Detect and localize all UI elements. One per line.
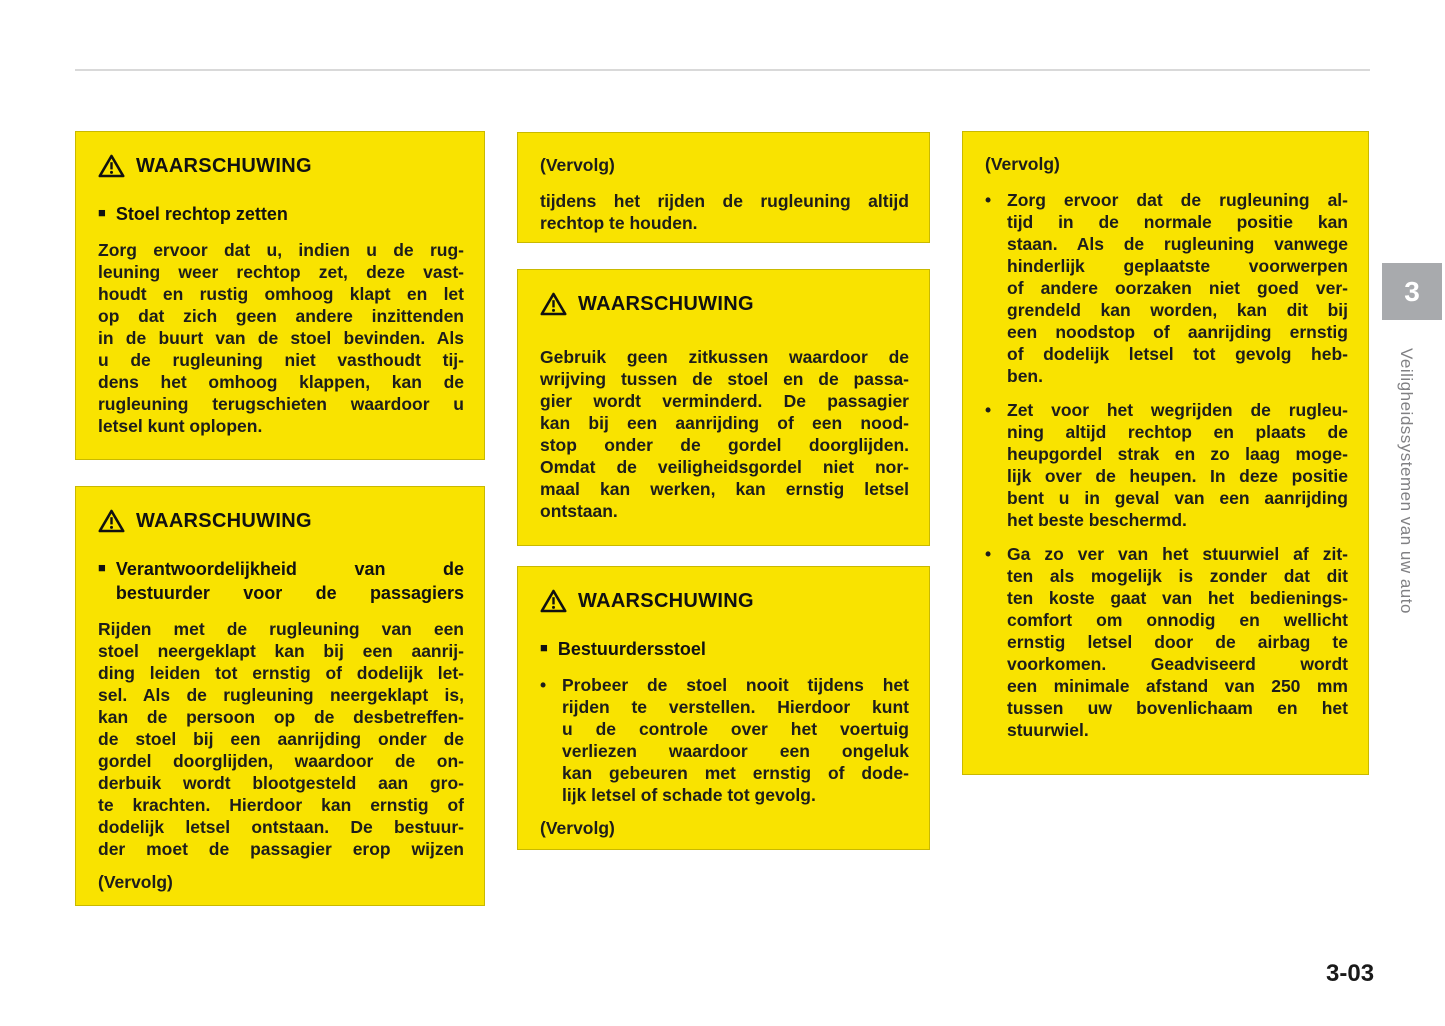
sidebar-vertical-label: Veiligheidssystemen van uw auto: [1397, 348, 1416, 614]
bullet-marker: •: [985, 544, 992, 564]
warning-triangle-icon: [98, 509, 125, 533]
warning-box-driver-responsibility: [75, 486, 485, 906]
continued-label: (Vervolg): [985, 154, 1060, 174]
bullet-text: Zorg ervoor dat de rugleuning al- tijd in de normale positie kan staan. Als de rugleuning vanwege hinderlijk geplaatste voorwerpen of andere oorzaken niet goed ver- grendeld kan worden, kan dit bij een noodstop of aanrijding ernstig of dodelijk letsel tot gevolg heb- ben.: [1007, 190, 1348, 386]
warning-body-text: tijdens het rijden de rugleuning altijd rechtop te houden.: [540, 191, 909, 233]
chapter-tab: 3: [1382, 263, 1442, 320]
warning-triangle-icon: [540, 292, 567, 316]
bullet-item: [985, 189, 1348, 387]
continued-label: (Vervolg): [98, 872, 173, 892]
square-bullet-icon: ■: [98, 560, 106, 575]
continued-label: (Vervolg): [540, 818, 615, 838]
continued-label: (Vervolg): [540, 155, 615, 175]
warning-continuation-box-right: [962, 131, 1369, 775]
warning-body-text: Rijden met de rugleuning van een stoel neergeklapt kan bij een aanrij- ding leiden tot ernstig of dodelijk let- sel. Als de rugleuning neergeklapt is, kan de persoon op de desbetreffen- de stoel bij een aanrijding onder de gordel doorglijden, waardoor de on- derbuik wordt blootgesteld aan gro- te krachten. Hierdoor kan ernstig of dodelijk letsel ontstaan. De bestuur- der moet de passagier erop wijzen: [98, 619, 464, 859]
section-subheading: [98, 202, 464, 226]
section-subheading: [540, 637, 909, 661]
warning-header: [98, 509, 464, 533]
warning-box-driver-seat: [517, 566, 930, 850]
subheading-text: Stoel rechtop zetten: [115, 204, 288, 224]
bullet-text: Probeer de stoel nooit tijdens het rijden te verstellen. Hierdoor kunt u de controle over het voertuig verliezen waardoor een ongeluk kan gebeuren met ernstig of dode- lijk letsel of schade tot gevolg.: [562, 675, 909, 805]
bullet-marker: •: [985, 400, 992, 420]
section-subheading: [98, 557, 464, 605]
bullet-text: Zet voor het wegrijden de rugleu- ning altijd rechtop en plaats de heupgordel strak en zo laag moge- lijk over de heupen. In deze positie bent u in geval van een aanrijding het beste beschermd.: [1007, 400, 1348, 530]
square-bullet-icon: ■: [98, 205, 106, 220]
warning-header: [98, 154, 464, 178]
warning-box-cushion: [517, 269, 930, 546]
warning-header: [540, 589, 909, 613]
warning-header: [540, 292, 909, 316]
warning-body-text: Gebruik geen zitkussen waardoor de wrijving tussen de stoel en de passa- gier wordt verminderd. De passagier kan bij een aanrijding of een nood- stop onder de gordel doorglijden. Omdat de veiligheidsgordel niet nor- maal kan werken, kan ernstig letsel ontstaan.: [540, 347, 909, 521]
warning-title: WAARSCHUWING: [136, 154, 312, 177]
warning-triangle-icon: [540, 589, 567, 613]
warning-box-seat-upright: [75, 131, 485, 460]
subheading-text: Bestuurdersstoel: [557, 639, 706, 659]
subheading-text: Verantwoordelijkheid van de bestuurder voor de passagiers: [115, 559, 464, 603]
warning-triangle-icon: [98, 154, 125, 178]
bullet-item: [985, 543, 1348, 741]
warning-continuation-box: [517, 132, 930, 243]
page-number: 3-03: [1326, 960, 1375, 987]
bullet-marker: •: [540, 675, 547, 695]
bullet-item: [985, 399, 1348, 531]
bullet-item: [540, 674, 909, 806]
warning-title: WAARSCHUWING: [578, 589, 754, 612]
warning-title: WAARSCHUWING: [136, 509, 312, 532]
warning-body-text: Zorg ervoor dat u, indien u de rug- leuning weer rechtop zet, deze vast- houdt en rustig omhoog klapt en let op dat zich geen andere inzittenden in de buurt van de stoel bevinden. Als u de rugleuning niet vasthoudt tij- dens het omhoog klappen, kan de rugleuning terugschieten waardoor u letsel kunt oplopen.: [98, 240, 464, 436]
top-divider-rule: [75, 69, 1370, 71]
bullet-marker: •: [985, 190, 992, 210]
square-bullet-icon: ■: [540, 640, 548, 655]
warning-title: WAARSCHUWING: [578, 292, 754, 315]
bullet-text: Ga zo ver van het stuurwiel af zit- ten als mogelijk is zonder dat dit ten koste gaat van het bedienings- comfort om onnodig en wellicht ernstig letsel door de airbag te voorkomen. Geadviseerd wordt een minimale afstand van 250 mm tussen uw bovenlichaam en het stuurwiel.: [1007, 544, 1348, 740]
